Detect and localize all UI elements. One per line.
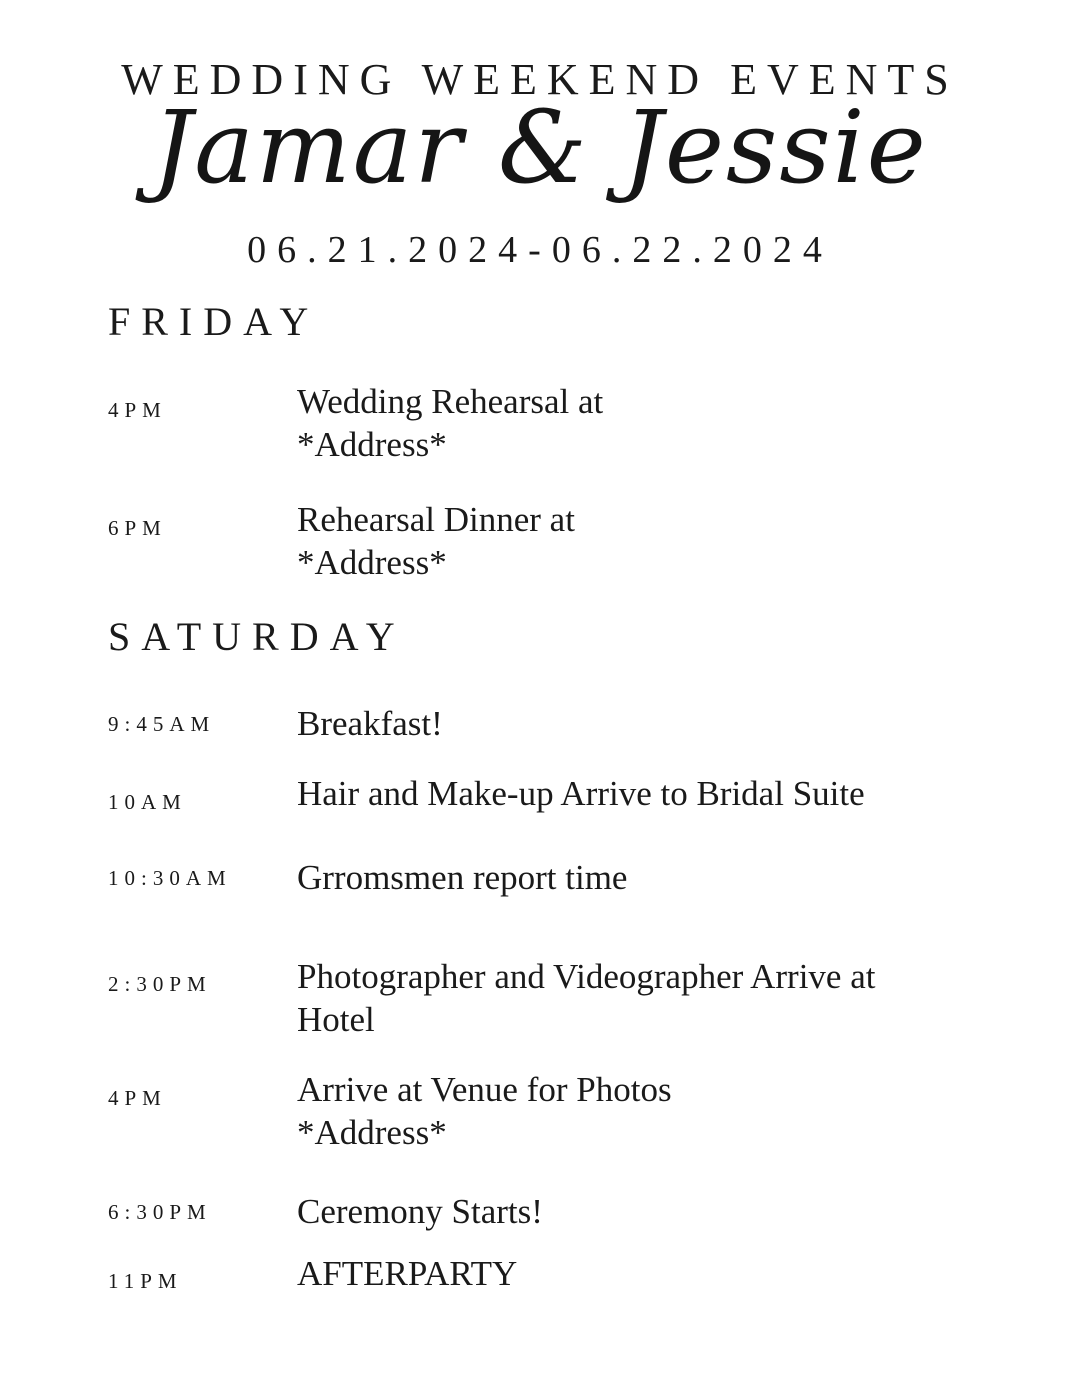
couple-names: Jamar & Jessie: [152, 89, 928, 206]
event-description-line: Arrive at Venue for Photos: [297, 1070, 672, 1109]
event-description-line: Hair and Make-up Arrive to Bridal Suite: [297, 774, 865, 813]
event-time: 6PM: [108, 516, 167, 540]
event-dates: 06.21.2024-06.22.2024: [247, 229, 833, 271]
event-description-line: *Address*: [297, 425, 447, 464]
event-description: [297, 702, 997, 745]
event-time: 10AM: [108, 790, 187, 814]
event-time: 4PM: [108, 398, 167, 422]
event-time: 6:30PM: [108, 1200, 212, 1224]
event-description: [297, 856, 997, 899]
event-time: 4PM: [108, 1086, 167, 1110]
event-time: 10:30AM: [108, 866, 232, 890]
event-description: [297, 772, 997, 815]
event-description: [297, 955, 997, 1041]
event-description: [297, 1252, 997, 1295]
event-time: 11PM: [108, 1269, 183, 1293]
event-description: [297, 380, 997, 466]
event-description-line: Breakfast!: [297, 704, 443, 743]
event-description-line: AFTERPARTY: [297, 1254, 518, 1293]
event-description-line: Wedding Rehearsal at: [297, 382, 604, 421]
event-description-line: Hotel: [297, 1000, 375, 1039]
event-description-line: Ceremony Starts!: [297, 1192, 543, 1231]
event-time: 9:45AM: [108, 712, 216, 736]
event-description-line: Grromsmen report time: [297, 858, 628, 897]
event-time: 2:30PM: [108, 972, 212, 996]
event-description: [297, 1190, 997, 1233]
event-description-line: Rehearsal Dinner at: [297, 500, 575, 539]
page-heading: WEDDING WEEKEND EVENTS: [121, 55, 959, 104]
event-description-line: *Address*: [297, 1113, 447, 1152]
event-description-line: Photographer and Videographer Arrive at: [297, 957, 876, 996]
event-description-line: *Address*: [297, 543, 447, 582]
day-heading-friday: FRIDAY: [108, 299, 320, 344]
event-description: [297, 1068, 997, 1154]
event-description: [297, 498, 997, 584]
day-heading-saturday: SATURDAY: [108, 614, 406, 659]
